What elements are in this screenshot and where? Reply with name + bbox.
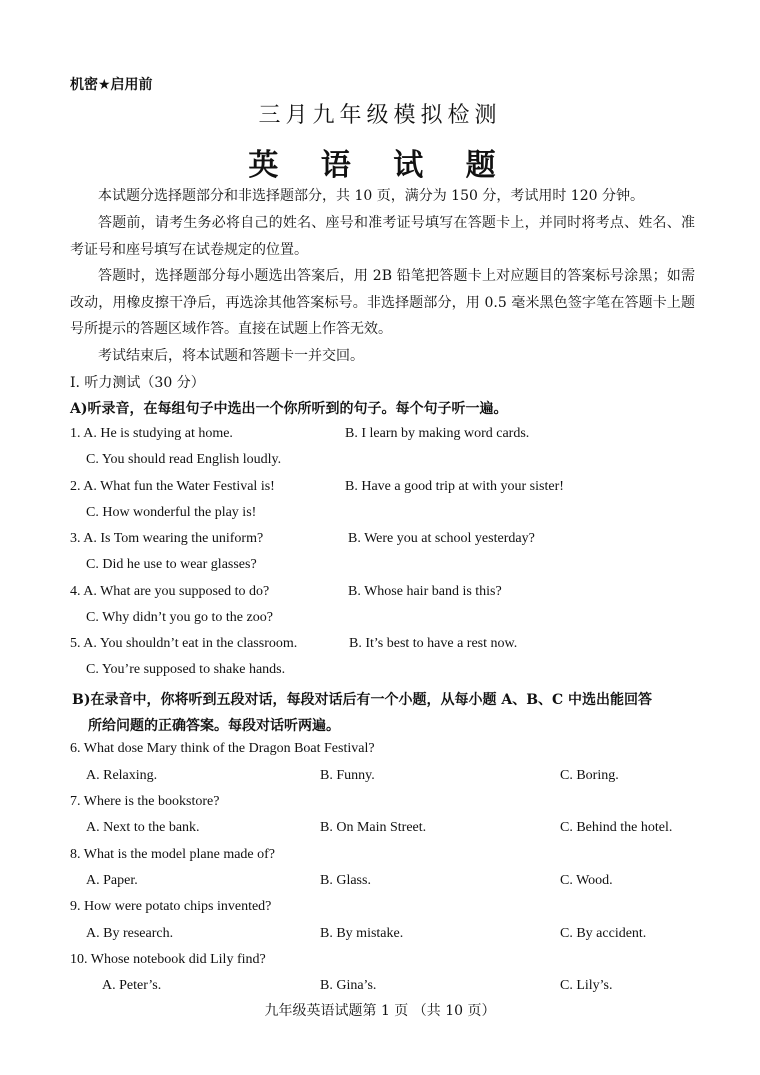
part-b-title: B)在录音中，你将听到五段对话，每段对话后有一个小题，从每小题 A、B、C 中选出能回答 (72, 692, 653, 708)
question-10-option-c: C. Lily’s. (560, 978, 613, 993)
question-1-option-b: B. I learn by making word cards. (345, 426, 530, 441)
question-9-option-a: A. By research. (86, 926, 174, 941)
question-7-option-c: C. Behind the hotel. (560, 820, 673, 835)
question-6-option-b: B. Funny. (320, 768, 375, 783)
question-5-option-c: C. You’re supposed to shake hands. (86, 662, 286, 677)
instruction-paragraph: 考试结束后，将本试题和答题卡一并交回。 (98, 348, 364, 364)
question-4-option-a: 4. A. What are you supposed to do? (70, 584, 270, 599)
question-7-option-b: B. On Main Street. (320, 820, 427, 835)
part-a-title: A)听录音，在每组句子中选出一个你所听到的句子。每个句子听一遍。 (70, 401, 508, 417)
question-3-option-b: B. Were you at school yesterday? (348, 531, 535, 546)
question-2-option-b: B. Have a good trip at with your sister! (345, 479, 564, 494)
question-8-option-b: B. Glass. (320, 873, 371, 888)
exam-title: 三月九年级模拟检测 (258, 103, 502, 128)
question-5-option-b: B. It’s best to have a rest now. (349, 636, 518, 651)
question-10-option-a: A. Peter’s. (102, 978, 162, 993)
instruction-paragraph: 答题前，请考生务必将自己的姓名、座号和准考证号填写在答题卡上，并同时将考点、姓名、准考证号和座号填写在试卷规定的位置。 (70, 215, 695, 258)
question-8-option-a: A. Paper. (86, 873, 138, 888)
question-4-option-c: C. Why didn’t you go to the zoo? (86, 610, 273, 625)
question-7-option-a: A. Next to the bank. (86, 820, 200, 835)
question-6: 6. What dose Mary think of the Dragon Boat Festival? (70, 741, 375, 756)
question-3-option-c: C. Did he use to wear glasses? (86, 557, 257, 572)
question-9-option-b: B. By mistake. (320, 926, 404, 941)
question-1-option-c: C. You should read English loudly. (86, 452, 282, 467)
page-footer: 九年级英语试题第 1 页 （共 10 页） (264, 1003, 496, 1019)
question-6-option-a: A. Relaxing. (86, 768, 158, 783)
question-5-option-a: 5. A. You shouldn’t eat in the classroom. (70, 636, 298, 651)
question-4-option-b: B. Whose hair band is this? (348, 584, 502, 599)
question-2-option-c: C. How wonderful the play is! (86, 505, 257, 520)
question-7: 7. Where is the bookstore? (70, 794, 220, 809)
question-10: 10. Whose notebook did Lily find? (70, 952, 266, 967)
question-9: 9. How were potato chips invented? (70, 899, 272, 914)
section-title: I. 听力测试（30 分） (70, 375, 205, 391)
question-1-option-a: 1. A. He is studying at home. (70, 426, 233, 441)
question-3-option-a: 3. A. Is Tom wearing the uniform? (70, 531, 264, 546)
question-8: 8. What is the model plane made of? (70, 847, 276, 862)
question-8-option-c: C. Wood. (560, 873, 613, 888)
instruction-paragraph: 答题时，选择题部分每小题选出答案后，用 2B 铅笔把答题卡上对应题目的答案标号涂黑；如需改动，用橡皮擦干净后，再选涂其他答案标号。非选择题部分，用 0.5 毫米黑色签字笔在答题卡上题号所提示的答题区域作答。直接在试题上作答无效。 (70, 268, 695, 337)
question-6-option-c: C. Boring. (560, 768, 619, 783)
question-10-option-b: B. Gina’s. (320, 978, 377, 993)
subject-title: 英 语 试 题 (248, 148, 512, 183)
part-b-title-continued: 所给问题的正确答案。每段对话听两遍。 (88, 718, 340, 734)
instruction-paragraph: 本试题分选择题部分和非选择题部分，共 10 页，满分为 150 分，考试用时 120 分钟。 (98, 188, 644, 204)
question-2-option-a: 2. A. What fun the Water Festival is! (70, 479, 275, 494)
question-9-option-c: C. By accident. (560, 926, 647, 941)
secret-label: 机密★启用前 (70, 77, 153, 93)
